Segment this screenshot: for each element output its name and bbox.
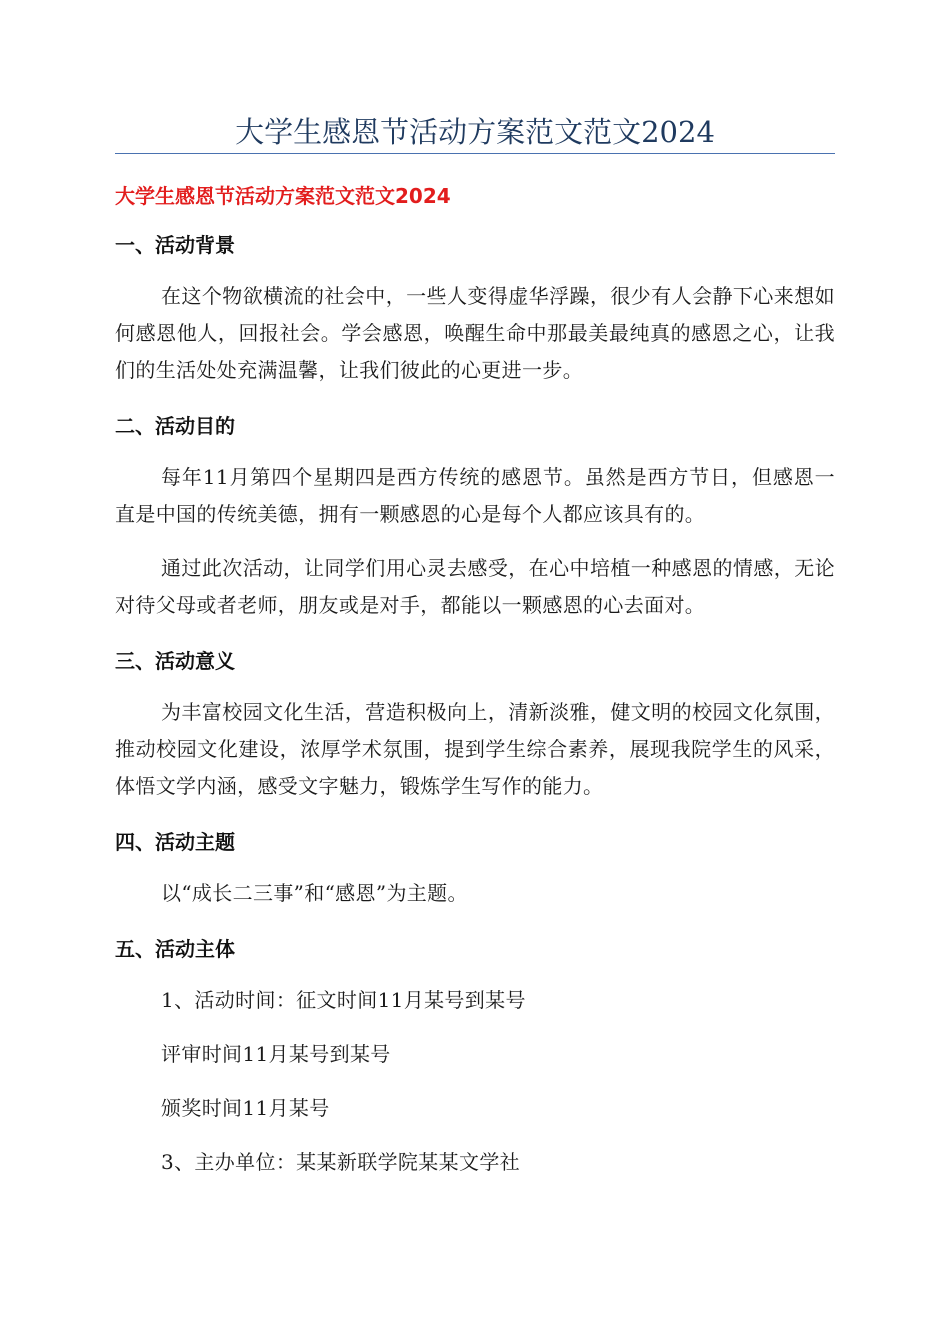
paragraph: 通过此次活动，让同学们用心灵去感受，在心中培植一种感恩的情感，无论对待父母或者老师，朋友或是对手，都能以一颗感恩的心去面对。 — [115, 556, 835, 617]
paragraph: 以“成长二三事”和“感恩”为主题。 — [161, 881, 468, 905]
paragraph: 每年11月第四个星期四是西方传统的感恩节。虽然是西方节日，但感恩一直是中国的传统美德，拥有一颗感恩的心是每个人都应该具有的。 — [115, 465, 835, 526]
document-body — [115, 176, 835, 1198]
section-heading-theme: 四、活动主题 — [115, 830, 235, 854]
section-heading-significance: 三、活动意义 — [115, 649, 235, 673]
list-item: 评审时间11月某号到某号 — [161, 1042, 391, 1066]
list-item: 颁奖时间11月某号 — [161, 1096, 330, 1120]
paragraph: 为丰富校园文化生活，营造积极向上，清新淡雅，健文明的校园文化氛围，推动校园文化建设，浓厚学术氛围，提到学生综合素养，展现我院学生的风采，体悟文学内涵，感受文字魅力，锻炼学生写作的能力。 — [115, 700, 835, 798]
section-heading-purpose: 二、活动目的 — [115, 414, 235, 438]
document-subtitle: 大学生感恩节活动方案范文范文2024 — [115, 184, 451, 208]
document-title: 大学生感恩节活动方案范文范文2024 — [235, 115, 715, 149]
paragraph: 在这个物欲横流的社会中，一些人变得虚华浮躁，很少有人会静下心来想如何感恩他人，回报社会。学会感恩，唤醒生命中那最美最纯真的感恩之心，让我们的生活处处充满温馨，让我们彼此的心更进一步。 — [115, 284, 835, 382]
title-underline — [115, 153, 835, 154]
section-heading-main-body: 五、活动主体 — [115, 937, 235, 961]
section-heading-background: 一、活动背景 — [115, 233, 235, 257]
list-item: 3、主办单位：某某新联学院某某文学社 — [161, 1150, 521, 1174]
list-item: 1、活动时间：征文时间11月某号到某号 — [161, 988, 526, 1012]
